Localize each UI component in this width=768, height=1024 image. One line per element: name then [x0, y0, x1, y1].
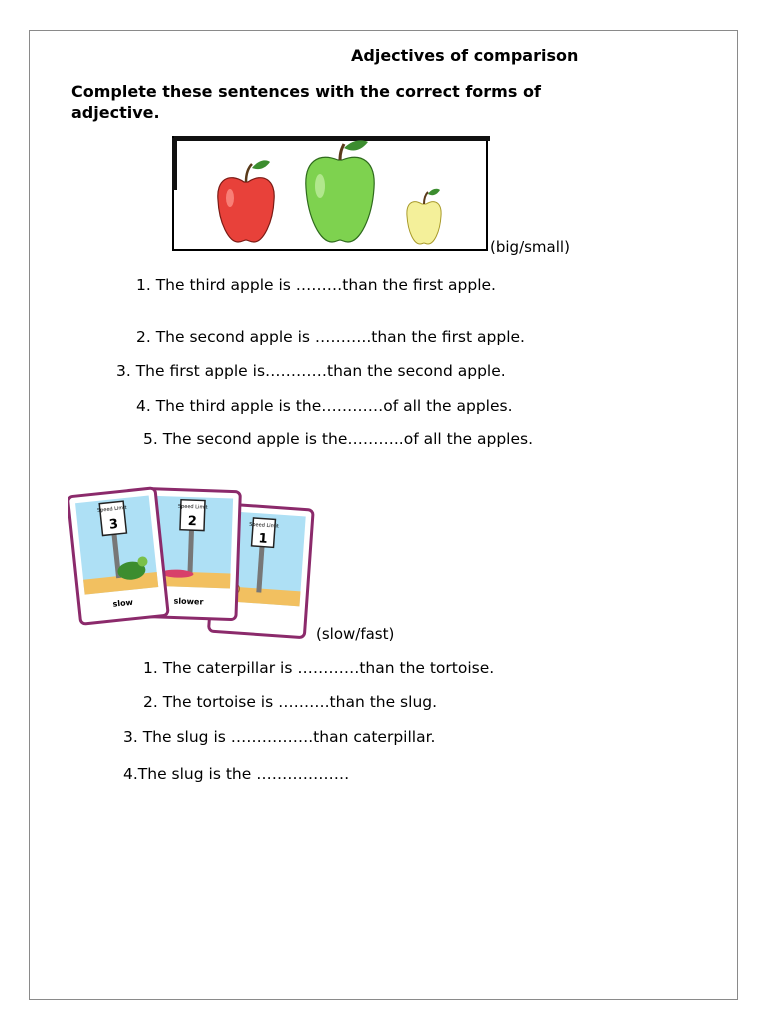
sign-text: Speed Limit: [177, 503, 208, 511]
speed-sentence-2: 2. The tortoise is ……….than the slug.: [143, 693, 438, 711]
speed-sentence-4: 4.The slug is the ………………: [123, 765, 350, 783]
apples-picture: [172, 136, 488, 251]
page-title: Adjectives of comparison: [351, 46, 579, 65]
apple-sentence-1: 1. The third apple is ………than the first apple.: [136, 276, 496, 294]
apples-hint: (big/small): [490, 238, 570, 256]
apple-sentence-4: 4. The third apple is the…………of all the apples.: [136, 397, 513, 415]
speed-limit-3: 3: [108, 516, 119, 533]
card-label-1: slow: [112, 597, 134, 609]
apple-sentence-2: 2. The second apple is ………..than the first apple.: [136, 328, 525, 346]
speed-cards-picture: [68, 478, 318, 643]
speed-sentence-3: 3. The slug is …………….than caterpillar.: [123, 728, 436, 746]
speed-limit-2: 2: [187, 513, 198, 530]
speed-hint: (slow/fast): [316, 625, 395, 643]
sign-text: Speed Limit: [96, 504, 127, 514]
sign-text: Speed Limit: [248, 521, 279, 530]
speed-limit-1: 1: [258, 531, 269, 547]
apple-sentence-3: 3. The first apple is…………than the second apple.: [116, 362, 506, 380]
yellow-apple-icon: [407, 189, 441, 244]
speed-card-3-icon: [68, 488, 168, 624]
instruction-text: Complete these sentences with the correct forms of adjective.: [71, 82, 541, 122]
card-label-2: slower: [173, 596, 204, 607]
apple-sentence-5: 5. The second apple is the………..of all the apples.: [143, 430, 534, 448]
speed-sentence-1: 1. The caterpillar is …………than the tortoise.: [143, 659, 495, 677]
red-apple-icon: [218, 160, 274, 242]
green-apple-icon: [306, 140, 374, 242]
